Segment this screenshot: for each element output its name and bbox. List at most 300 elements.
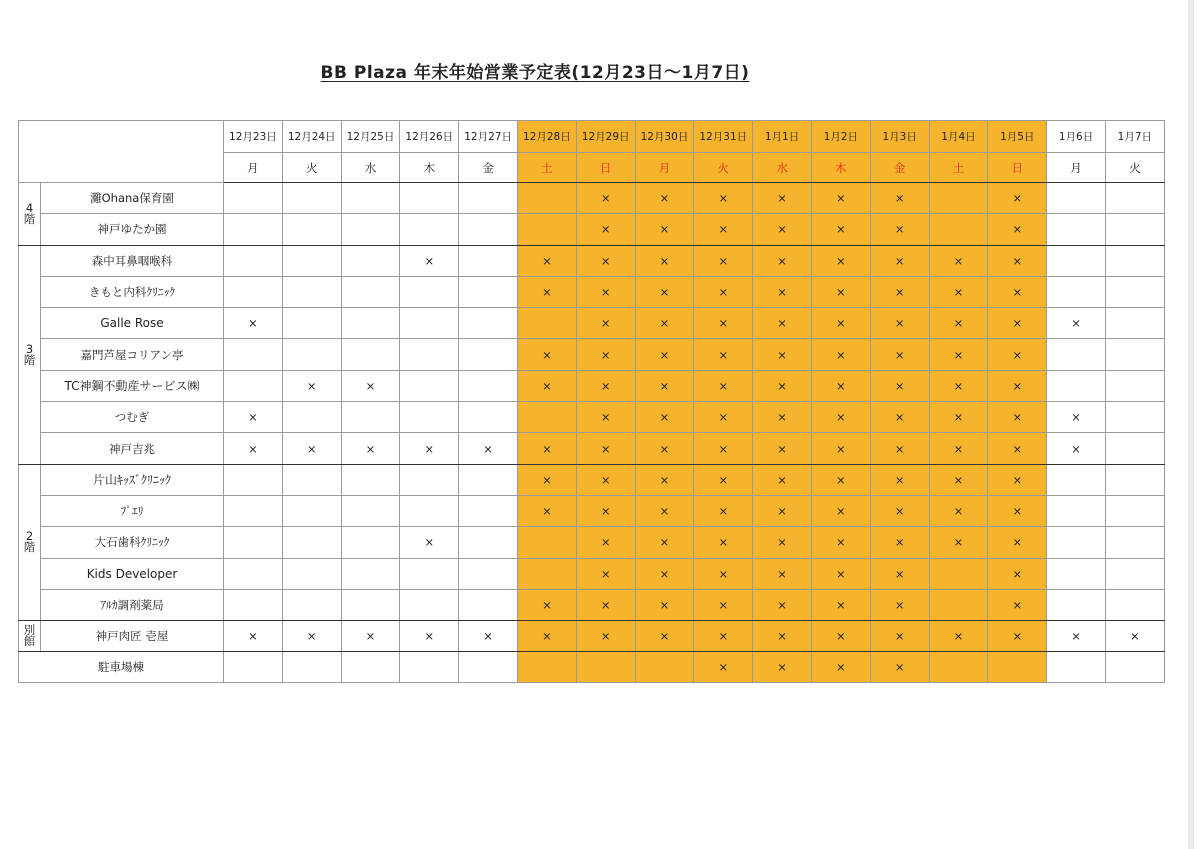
- closed-mark: ×: [988, 433, 1047, 464]
- closed-mark: ×: [694, 558, 753, 589]
- open-cell: [282, 214, 341, 245]
- open-cell: [1105, 308, 1164, 339]
- closed-mark: ×: [753, 464, 812, 495]
- open-cell: [341, 495, 400, 526]
- closed-mark: ×: [811, 276, 870, 307]
- open-cell: [341, 402, 400, 433]
- open-cell: [224, 183, 283, 214]
- table-row: [19, 433, 1165, 464]
- tenant-name: つむぎ: [41, 402, 224, 433]
- open-cell: [459, 276, 518, 307]
- tenant-name: 灘Ohana保育園: [41, 183, 224, 214]
- closed-mark: ×: [870, 464, 929, 495]
- table-row: [19, 402, 1165, 433]
- closed-mark: ×: [400, 433, 459, 464]
- open-cell: [517, 558, 576, 589]
- closed-mark: ×: [635, 245, 694, 276]
- closed-mark: ×: [694, 276, 753, 307]
- closed-mark: ×: [576, 339, 635, 370]
- open-cell: [224, 558, 283, 589]
- closed-mark: ×: [635, 276, 694, 307]
- parking-label: 駐車場棟: [19, 652, 224, 683]
- closed-mark: ×: [870, 621, 929, 652]
- open-cell: [400, 558, 459, 589]
- closed-mark: ×: [929, 370, 988, 401]
- table-row: [19, 276, 1165, 307]
- open-cell: [1047, 276, 1106, 307]
- closed-mark: ×: [929, 245, 988, 276]
- closed-mark: ×: [635, 183, 694, 214]
- closed-mark: ×: [753, 276, 812, 307]
- open-cell: [929, 558, 988, 589]
- open-cell: [459, 402, 518, 433]
- closed-mark: ×: [988, 308, 1047, 339]
- open-cell: [341, 276, 400, 307]
- open-cell: [1105, 652, 1164, 683]
- open-cell: [929, 652, 988, 683]
- closed-mark: ×: [517, 464, 576, 495]
- closed-mark: ×: [811, 621, 870, 652]
- closed-mark: ×: [870, 183, 929, 214]
- closed-mark: ×: [753, 183, 812, 214]
- weekday-header: 水: [753, 153, 812, 183]
- closed-mark: ×: [753, 433, 812, 464]
- date-header: 12月27日: [459, 121, 518, 153]
- closed-mark: ×: [929, 621, 988, 652]
- closed-mark: ×: [694, 183, 753, 214]
- closed-mark: ×: [576, 245, 635, 276]
- closed-mark: ×: [517, 589, 576, 620]
- header-corner: [19, 121, 224, 183]
- open-cell: [282, 339, 341, 370]
- closed-mark: ×: [988, 621, 1047, 652]
- open-cell: [459, 589, 518, 620]
- closed-mark: ×: [870, 339, 929, 370]
- open-cell: [282, 308, 341, 339]
- open-cell: [341, 308, 400, 339]
- open-cell: [224, 495, 283, 526]
- table-row: [19, 183, 1165, 214]
- table-row: [19, 308, 1165, 339]
- tenant-name: Galle Rose: [41, 308, 224, 339]
- page-title: BB Plaza 年末年始営業予定表(12月23日～1月7日): [320, 63, 750, 83]
- tenant-name: 神戸肉匠 壱屋: [41, 621, 224, 652]
- closed-mark: ×: [1047, 308, 1106, 339]
- closed-mark: ×: [694, 245, 753, 276]
- weekday-header: 月: [635, 153, 694, 183]
- closed-mark: ×: [988, 495, 1047, 526]
- closed-mark: ×: [341, 433, 400, 464]
- date-header: 12月29日: [576, 121, 635, 153]
- closed-mark: ×: [576, 527, 635, 558]
- date-header: 12月30日: [635, 121, 694, 153]
- open-cell: [224, 339, 283, 370]
- open-cell: [282, 589, 341, 620]
- tenant-name: 嘉門芦屋コリアン亭: [41, 339, 224, 370]
- tenant-name: 神戸ゆたか園: [41, 214, 224, 245]
- weekday-header: 月: [1047, 153, 1106, 183]
- table-row: [19, 527, 1165, 558]
- closed-mark: ×: [870, 308, 929, 339]
- closed-mark: ×: [811, 464, 870, 495]
- open-cell: [1047, 527, 1106, 558]
- closed-mark: ×: [576, 495, 635, 526]
- tenant-name: きもと内科ｸﾘﾆｯｸ: [41, 276, 224, 307]
- closed-mark: ×: [1047, 621, 1106, 652]
- date-header: 1月6日: [1047, 121, 1106, 153]
- closed-mark: ×: [694, 308, 753, 339]
- open-cell: [224, 214, 283, 245]
- open-cell: [517, 183, 576, 214]
- closed-mark: ×: [988, 276, 1047, 307]
- open-cell: [341, 245, 400, 276]
- open-cell: [459, 245, 518, 276]
- closed-mark: ×: [517, 495, 576, 526]
- closed-mark: ×: [753, 308, 812, 339]
- closed-mark: ×: [870, 370, 929, 401]
- closed-mark: ×: [282, 433, 341, 464]
- open-cell: [1105, 495, 1164, 526]
- open-cell: [400, 214, 459, 245]
- closed-mark: ×: [811, 308, 870, 339]
- tenant-name: ｱﾙｶ調剤薬局: [41, 589, 224, 620]
- open-cell: [635, 652, 694, 683]
- date-header: 1月5日: [988, 121, 1047, 153]
- closed-mark: ×: [694, 464, 753, 495]
- open-cell: [1105, 527, 1164, 558]
- table-row: [19, 495, 1165, 526]
- open-cell: [459, 308, 518, 339]
- closed-mark: ×: [870, 276, 929, 307]
- open-cell: [929, 183, 988, 214]
- open-cell: [224, 370, 283, 401]
- tenant-name: ﾌﾟｴﾘ: [41, 495, 224, 526]
- closed-mark: ×: [988, 214, 1047, 245]
- closed-mark: ×: [929, 339, 988, 370]
- closed-mark: ×: [224, 433, 283, 464]
- weekday-header: 土: [929, 153, 988, 183]
- closed-mark: ×: [694, 621, 753, 652]
- open-cell: [517, 527, 576, 558]
- closed-mark: ×: [988, 527, 1047, 558]
- table-row: [19, 370, 1165, 401]
- closed-mark: ×: [753, 527, 812, 558]
- schedule-table: [18, 120, 1165, 683]
- open-cell: [1047, 464, 1106, 495]
- closed-mark: ×: [224, 308, 283, 339]
- open-cell: [400, 464, 459, 495]
- open-cell: [224, 276, 283, 307]
- open-cell: [1105, 433, 1164, 464]
- open-cell: [929, 214, 988, 245]
- closed-mark: ×: [811, 527, 870, 558]
- open-cell: [341, 589, 400, 620]
- open-cell: [517, 214, 576, 245]
- open-cell: [1105, 183, 1164, 214]
- closed-mark: ×: [870, 245, 929, 276]
- closed-mark: ×: [341, 621, 400, 652]
- open-cell: [1105, 370, 1164, 401]
- tenant-name: 神戸吉兆: [41, 433, 224, 464]
- closed-mark: ×: [753, 652, 812, 683]
- closed-mark: ×: [635, 464, 694, 495]
- date-header: 1月2日: [811, 121, 870, 153]
- open-cell: [459, 214, 518, 245]
- closed-mark: ×: [459, 433, 518, 464]
- open-cell: [282, 183, 341, 214]
- open-cell: [988, 652, 1047, 683]
- scan-edge: [1188, 0, 1194, 849]
- closed-mark: ×: [576, 402, 635, 433]
- open-cell: [400, 652, 459, 683]
- closed-mark: ×: [635, 589, 694, 620]
- table-row: [19, 214, 1165, 245]
- closed-mark: ×: [517, 370, 576, 401]
- closed-mark: ×: [870, 495, 929, 526]
- open-cell: [1105, 245, 1164, 276]
- open-cell: [1047, 589, 1106, 620]
- closed-mark: ×: [988, 558, 1047, 589]
- open-cell: [282, 276, 341, 307]
- date-header: 1月3日: [870, 121, 929, 153]
- open-cell: [282, 558, 341, 589]
- open-cell: [400, 276, 459, 307]
- closed-mark: ×: [400, 245, 459, 276]
- closed-mark: ×: [576, 183, 635, 214]
- closed-mark: ×: [576, 214, 635, 245]
- open-cell: [224, 652, 283, 683]
- closed-mark: ×: [282, 370, 341, 401]
- closed-mark: ×: [635, 495, 694, 526]
- closed-mark: ×: [576, 621, 635, 652]
- tenant-name: Kids Developer: [41, 558, 224, 589]
- closed-mark: ×: [694, 589, 753, 620]
- open-cell: [224, 589, 283, 620]
- open-cell: [576, 652, 635, 683]
- closed-mark: ×: [1105, 621, 1164, 652]
- closed-mark: ×: [753, 495, 812, 526]
- closed-mark: ×: [576, 276, 635, 307]
- floor-label: 2 階: [19, 464, 41, 620]
- open-cell: [1047, 245, 1106, 276]
- closed-mark: ×: [400, 527, 459, 558]
- closed-mark: ×: [870, 527, 929, 558]
- closed-mark: ×: [694, 339, 753, 370]
- closed-mark: ×: [929, 402, 988, 433]
- weekday-header: 金: [870, 153, 929, 183]
- date-header: 12月28日: [517, 121, 576, 153]
- closed-mark: ×: [694, 402, 753, 433]
- date-header: 12月25日: [341, 121, 400, 153]
- weekday-header: 月: [224, 153, 283, 183]
- open-cell: [929, 589, 988, 620]
- closed-mark: ×: [870, 652, 929, 683]
- closed-mark: ×: [517, 621, 576, 652]
- open-cell: [517, 652, 576, 683]
- closed-mark: ×: [694, 214, 753, 245]
- open-cell: [1047, 495, 1106, 526]
- closed-mark: ×: [811, 339, 870, 370]
- closed-mark: ×: [929, 495, 988, 526]
- weekday-header: 火: [1105, 153, 1164, 183]
- open-cell: [459, 339, 518, 370]
- closed-mark: ×: [282, 621, 341, 652]
- open-cell: [341, 558, 400, 589]
- open-cell: [459, 495, 518, 526]
- closed-mark: ×: [635, 214, 694, 245]
- floor-label: 3 階: [19, 245, 41, 464]
- tenant-name: 片山ｷｯｽﾞｸﾘﾆｯｸ: [41, 464, 224, 495]
- open-cell: [1105, 558, 1164, 589]
- closed-mark: ×: [517, 245, 576, 276]
- open-cell: [1047, 214, 1106, 245]
- closed-mark: ×: [753, 621, 812, 652]
- open-cell: [459, 370, 518, 401]
- open-cell: [1105, 402, 1164, 433]
- closed-mark: ×: [576, 433, 635, 464]
- open-cell: [282, 652, 341, 683]
- open-cell: [459, 558, 518, 589]
- closed-mark: ×: [224, 402, 283, 433]
- open-cell: [459, 527, 518, 558]
- closed-mark: ×: [694, 527, 753, 558]
- closed-mark: ×: [576, 589, 635, 620]
- open-cell: [459, 652, 518, 683]
- open-cell: [400, 495, 459, 526]
- open-cell: [224, 464, 283, 495]
- tenant-name: TC神鋼不動産サービス㈱: [41, 370, 224, 401]
- open-cell: [400, 308, 459, 339]
- closed-mark: ×: [635, 339, 694, 370]
- closed-mark: ×: [870, 433, 929, 464]
- open-cell: [224, 245, 283, 276]
- closed-mark: ×: [576, 558, 635, 589]
- tenant-name: 森中耳鼻咽喉科: [41, 245, 224, 276]
- closed-mark: ×: [929, 433, 988, 464]
- open-cell: [341, 527, 400, 558]
- closed-mark: ×: [811, 183, 870, 214]
- open-cell: [400, 589, 459, 620]
- closed-mark: ×: [811, 589, 870, 620]
- open-cell: [1047, 183, 1106, 214]
- closed-mark: ×: [635, 558, 694, 589]
- closed-mark: ×: [870, 589, 929, 620]
- open-cell: [1105, 214, 1164, 245]
- floor-label: 4 階: [19, 183, 41, 246]
- open-cell: [459, 464, 518, 495]
- closed-mark: ×: [753, 370, 812, 401]
- open-cell: [1105, 589, 1164, 620]
- date-header: 1月1日: [753, 121, 812, 153]
- closed-mark: ×: [811, 495, 870, 526]
- closed-mark: ×: [576, 464, 635, 495]
- weekday-header: 日: [988, 153, 1047, 183]
- weekday-header: 木: [811, 153, 870, 183]
- closed-mark: ×: [811, 433, 870, 464]
- closed-mark: ×: [459, 621, 518, 652]
- open-cell: [341, 183, 400, 214]
- open-cell: [282, 402, 341, 433]
- closed-mark: ×: [224, 621, 283, 652]
- open-cell: [400, 339, 459, 370]
- open-cell: [282, 464, 341, 495]
- date-header: 1月7日: [1105, 121, 1164, 153]
- closed-mark: ×: [870, 214, 929, 245]
- closed-mark: ×: [929, 308, 988, 339]
- open-cell: [1105, 339, 1164, 370]
- table-row: [19, 464, 1165, 495]
- date-header: 12月24日: [282, 121, 341, 153]
- closed-mark: ×: [811, 558, 870, 589]
- table-row: [19, 339, 1165, 370]
- closed-mark: ×: [988, 589, 1047, 620]
- open-cell: [400, 183, 459, 214]
- weekday-header: 火: [694, 153, 753, 183]
- table-row: [19, 652, 1165, 683]
- closed-mark: ×: [988, 339, 1047, 370]
- closed-mark: ×: [576, 308, 635, 339]
- open-cell: [1105, 276, 1164, 307]
- open-cell: [341, 464, 400, 495]
- open-cell: [459, 183, 518, 214]
- weekday-header: 土: [517, 153, 576, 183]
- closed-mark: ×: [811, 402, 870, 433]
- closed-mark: ×: [870, 402, 929, 433]
- open-cell: [517, 308, 576, 339]
- weekday-header: 火: [282, 153, 341, 183]
- date-header: 12月31日: [694, 121, 753, 153]
- date-header: 1月4日: [929, 121, 988, 153]
- open-cell: [1105, 464, 1164, 495]
- open-cell: [1047, 339, 1106, 370]
- open-cell: [1047, 370, 1106, 401]
- tenant-name: 大石歯科ｸﾘﾆｯｸ: [41, 527, 224, 558]
- closed-mark: ×: [694, 652, 753, 683]
- closed-mark: ×: [753, 214, 812, 245]
- closed-mark: ×: [811, 214, 870, 245]
- date-header: 12月26日: [400, 121, 459, 153]
- closed-mark: ×: [635, 370, 694, 401]
- open-cell: [400, 402, 459, 433]
- open-cell: [224, 527, 283, 558]
- weekday-header: 金: [459, 153, 518, 183]
- weekday-header: 木: [400, 153, 459, 183]
- open-cell: [282, 495, 341, 526]
- closed-mark: ×: [753, 558, 812, 589]
- closed-mark: ×: [929, 464, 988, 495]
- closed-mark: ×: [811, 652, 870, 683]
- table-row: [19, 245, 1165, 276]
- closed-mark: ×: [341, 370, 400, 401]
- closed-mark: ×: [753, 245, 812, 276]
- closed-mark: ×: [1047, 402, 1106, 433]
- closed-mark: ×: [988, 370, 1047, 401]
- open-cell: [341, 214, 400, 245]
- closed-mark: ×: [929, 527, 988, 558]
- closed-mark: ×: [811, 370, 870, 401]
- weekday-header: 日: [576, 153, 635, 183]
- closed-mark: ×: [988, 402, 1047, 433]
- closed-mark: ×: [694, 433, 753, 464]
- floor-label: 別 館: [19, 621, 41, 652]
- open-cell: [517, 402, 576, 433]
- closed-mark: ×: [870, 558, 929, 589]
- closed-mark: ×: [811, 245, 870, 276]
- closed-mark: ×: [988, 245, 1047, 276]
- closed-mark: ×: [635, 621, 694, 652]
- open-cell: [282, 527, 341, 558]
- table-row: [19, 558, 1165, 589]
